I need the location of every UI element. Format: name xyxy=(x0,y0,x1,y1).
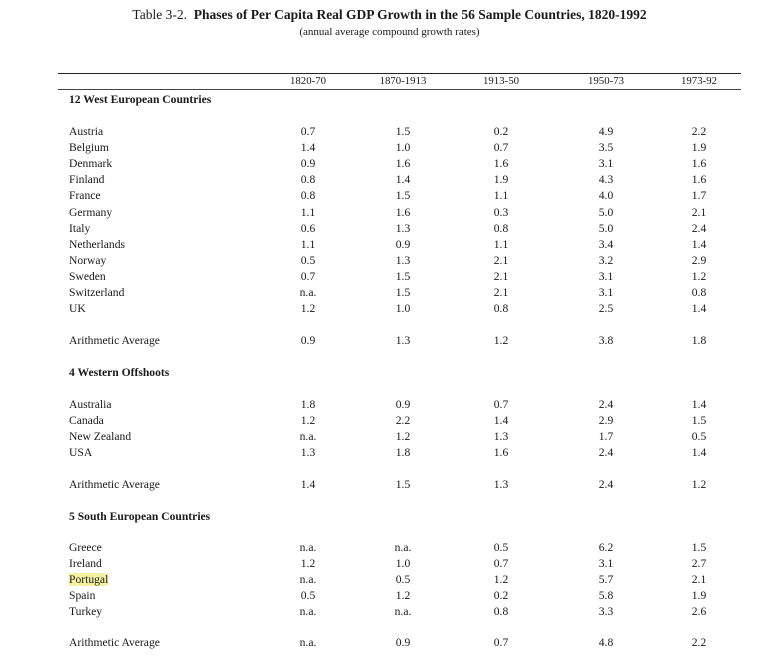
table-cell: 6.2 xyxy=(598,541,614,554)
table-cell: 1.2 xyxy=(691,478,707,491)
table-row xyxy=(0,588,779,604)
section-header: 12 West European Countries xyxy=(69,93,212,106)
column-header: 1950-73 xyxy=(588,75,624,87)
table-cell: 3.1 xyxy=(598,557,614,571)
table-cell: 1.8 xyxy=(395,446,411,460)
table-cell: 1.6 xyxy=(395,157,411,171)
table-cell: 1.2 xyxy=(493,334,509,347)
table-cell: 0.7 xyxy=(493,636,509,649)
country-name: Sweden xyxy=(69,269,106,283)
table-cell: n.a. xyxy=(299,541,317,554)
table-cell: 2.5 xyxy=(598,302,614,316)
table-cell: 2.2 xyxy=(691,636,707,649)
table-row xyxy=(0,156,779,172)
country-name: Belgium xyxy=(69,141,109,155)
table-cell: 5.8 xyxy=(598,589,614,603)
table-cell: 3.2 xyxy=(598,253,614,267)
table-row xyxy=(0,172,779,188)
table-cell: 5.0 xyxy=(598,221,614,235)
country-name: Turkey xyxy=(69,605,103,619)
table-cell: 0.7 xyxy=(493,141,509,155)
table-cell: 2.1 xyxy=(493,286,509,299)
table-row xyxy=(0,253,779,269)
table-cell: 3.1 xyxy=(598,157,614,171)
column-header-row xyxy=(0,73,779,89)
table-cell: 2.2 xyxy=(395,414,411,428)
table-row xyxy=(0,221,779,237)
table-cell: 1.5 xyxy=(395,286,411,299)
table-cell: 1.2 xyxy=(300,414,316,428)
table-cell: 0.8 xyxy=(493,302,509,316)
table-cell: 1.4 xyxy=(691,398,707,411)
table-cell: 1.5 xyxy=(691,541,707,554)
table-cell: 2.1 xyxy=(493,253,509,267)
country-name xyxy=(69,572,108,588)
table-cell: 0.7 xyxy=(300,125,316,138)
average-label: Arithmetic Average xyxy=(69,636,160,649)
table-cell: 1.3 xyxy=(493,478,509,491)
table-row xyxy=(0,397,779,413)
country-name: France xyxy=(69,189,101,203)
country-name: USA xyxy=(69,446,93,460)
table-cell: 1.7 xyxy=(598,430,614,444)
country-name: Greece xyxy=(69,541,102,554)
table-row xyxy=(0,556,779,572)
table-cell: 1.2 xyxy=(300,557,316,571)
table-cell: n.a. xyxy=(394,605,412,619)
table-cell: n.a. xyxy=(299,636,317,649)
table-cell: 0.8 xyxy=(493,605,509,619)
country-name: Switzerland xyxy=(69,286,125,299)
table-cell: 1.3 xyxy=(493,430,509,444)
table-cell: 1.1 xyxy=(493,237,509,251)
section-header-row xyxy=(0,509,779,525)
column-header: 1870-1913 xyxy=(379,75,427,87)
table-cell: 5.7 xyxy=(598,573,614,587)
table-cell: 1.5 xyxy=(691,414,707,428)
table-cell: 1.6 xyxy=(493,157,509,171)
table-cell: 3.8 xyxy=(598,334,614,347)
table-cell: 1.6 xyxy=(493,446,509,460)
table-cell: 5.0 xyxy=(598,205,614,219)
average-label: Arithmetic Average xyxy=(69,334,160,347)
table-row xyxy=(0,269,779,285)
average-label: Arithmetic Average xyxy=(69,478,160,491)
table-cell: 1.4 xyxy=(493,414,509,428)
country-name: Italy xyxy=(69,221,91,235)
table-cell: 3.3 xyxy=(598,605,614,619)
table-cell: 1.9 xyxy=(493,173,509,187)
highlighted-country-name: Portugal xyxy=(69,573,109,587)
section-header: 4 Western Offshoots xyxy=(69,366,170,379)
table-cell: 1.6 xyxy=(691,173,707,187)
table-cell: 0.9 xyxy=(395,398,411,411)
table-cell: 0.5 xyxy=(493,541,509,554)
table-cell: 2.9 xyxy=(598,414,614,428)
table-cell: 1.4 xyxy=(691,237,707,251)
table-cell: 4.9 xyxy=(598,125,614,138)
table-cell: 0.9 xyxy=(300,157,316,171)
column-header: 1820-70 xyxy=(290,75,326,87)
table-cell: 1.2 xyxy=(493,573,509,587)
section-header-row xyxy=(0,92,779,108)
table-cell: 1.5 xyxy=(395,125,411,138)
table-cell: 1.4 xyxy=(691,446,707,460)
table-row xyxy=(0,429,779,445)
table-cell: 1.0 xyxy=(395,302,411,316)
table-row xyxy=(0,604,779,620)
table-cell: 1.5 xyxy=(395,478,411,491)
table-cell: 4.3 xyxy=(598,173,614,187)
table-cell: 3.4 xyxy=(598,237,614,251)
table-cell: 1.3 xyxy=(395,334,411,347)
country-name: Norway xyxy=(69,253,107,267)
table-cell: 2.4 xyxy=(598,478,614,491)
table-row xyxy=(0,413,779,429)
table-cell: 1.2 xyxy=(691,269,707,283)
table-cell: 2.6 xyxy=(691,605,707,619)
table-row xyxy=(0,572,779,588)
table-cell: 0.8 xyxy=(300,173,316,187)
table-row xyxy=(0,285,779,301)
table-cell: 1.3 xyxy=(300,446,316,460)
country-name: Netherlands xyxy=(69,237,126,251)
table-row xyxy=(0,124,779,140)
table-cell: 1.6 xyxy=(395,205,411,219)
table-cell: n.a. xyxy=(299,573,317,587)
table-cell: 0.9 xyxy=(395,237,411,251)
table-cell: 3.1 xyxy=(598,269,614,283)
table-cell: 0.7 xyxy=(300,269,316,283)
table-row xyxy=(0,540,779,556)
table-cell: 2.1 xyxy=(493,269,509,283)
country-name: Australia xyxy=(69,398,112,411)
table-cell: 4.8 xyxy=(598,636,614,649)
table-cell: 0.9 xyxy=(395,636,411,649)
table-row xyxy=(0,445,779,461)
table-cell: 0.2 xyxy=(493,589,509,603)
table-title xyxy=(0,6,779,24)
table-cell: 1.1 xyxy=(300,205,316,219)
table-number: Table 3-2. xyxy=(132,7,187,22)
table-cell: 0.7 xyxy=(493,557,509,571)
table-cell: 1.4 xyxy=(300,141,316,155)
table-cell: 3.5 xyxy=(598,141,614,155)
country-name: Ireland xyxy=(69,557,102,571)
table-cell: 1.9 xyxy=(691,589,707,603)
table-cell: 1.0 xyxy=(395,141,411,155)
table-cell: 0.5 xyxy=(300,253,316,267)
table-cell: 1.8 xyxy=(300,398,316,411)
column-header: 1913-50 xyxy=(483,75,519,87)
section-header: 5 South European Countries xyxy=(69,510,211,523)
table-cell: n.a. xyxy=(299,430,317,444)
table-cell: 2.4 xyxy=(691,221,707,235)
table-cell: 1.4 xyxy=(691,302,707,316)
average-row xyxy=(0,477,779,493)
table-cell: 1.2 xyxy=(395,430,411,444)
table-cell: 4.0 xyxy=(598,189,614,203)
table-cell: n.a. xyxy=(394,541,412,554)
table-row xyxy=(0,205,779,221)
country-name: Austria xyxy=(69,125,104,138)
table-cell: 0.7 xyxy=(493,398,509,411)
table-cell: 1.5 xyxy=(395,189,411,203)
table-row xyxy=(0,237,779,253)
table-cell: 1.7 xyxy=(691,189,707,203)
table-row xyxy=(0,301,779,317)
table-cell: 0.9 xyxy=(300,334,316,347)
country-name: Finland xyxy=(69,173,105,187)
table-cell: 1.6 xyxy=(691,157,707,171)
country-name: Canada xyxy=(69,414,104,428)
table-cell: n.a. xyxy=(299,605,317,619)
country-name: UK xyxy=(69,302,86,316)
table-cell: 0.6 xyxy=(300,221,316,235)
table-cell: 0.8 xyxy=(300,189,316,203)
average-row xyxy=(0,333,779,349)
country-name: Denmark xyxy=(69,157,113,171)
table-cell: 2.2 xyxy=(691,125,707,138)
table-cell: 1.2 xyxy=(395,589,411,603)
table-cell: 1.8 xyxy=(691,334,707,347)
table-cell: 1.1 xyxy=(300,237,316,251)
table-row xyxy=(0,140,779,156)
table-cell: 1.4 xyxy=(300,478,316,491)
table-row xyxy=(0,188,779,204)
table-cell: 2.1 xyxy=(691,205,707,219)
country-name: New Zealand xyxy=(69,430,132,444)
table-cell: 0.5 xyxy=(691,430,707,444)
table-cell: 1.3 xyxy=(395,221,411,235)
table-cell: 1.9 xyxy=(691,141,707,155)
average-row xyxy=(0,635,779,651)
table-cell: 2.9 xyxy=(691,253,707,267)
table-cell: 1.3 xyxy=(395,253,411,267)
table-cell: 1.5 xyxy=(395,269,411,283)
table-cell: 0.3 xyxy=(493,205,509,219)
table-cell: 0.8 xyxy=(691,286,707,299)
table-cell: 2.4 xyxy=(598,398,614,411)
table-subtitle: (annual average compound growth rates) xyxy=(299,26,480,38)
table-cell: 0.5 xyxy=(395,573,411,587)
table-cell: 1.4 xyxy=(395,173,411,187)
table-cell: 2.4 xyxy=(598,446,614,460)
table-cell: 1.0 xyxy=(395,557,411,571)
table-cell: 0.2 xyxy=(493,125,509,138)
country-name: Germany xyxy=(69,205,113,219)
table-cell: n.a. xyxy=(299,286,317,299)
country-name: Spain xyxy=(69,589,96,603)
table-cell: 1.1 xyxy=(493,189,509,203)
section-header-row xyxy=(0,365,779,381)
table-cell: 3.1 xyxy=(598,286,614,299)
header-rule xyxy=(58,89,741,90)
table-cell: 0.5 xyxy=(300,589,316,603)
table-cell: 2.7 xyxy=(691,557,707,571)
table-cell: 0.8 xyxy=(493,221,509,235)
table-cell: 1.2 xyxy=(300,302,316,316)
table-title-text: Phases of Per Capita Real GDP Growth in the 56 Sample Countries, 1820-1992 xyxy=(193,7,647,22)
column-header: 1973-92 xyxy=(681,75,717,87)
table-cell: 2.1 xyxy=(691,573,707,587)
